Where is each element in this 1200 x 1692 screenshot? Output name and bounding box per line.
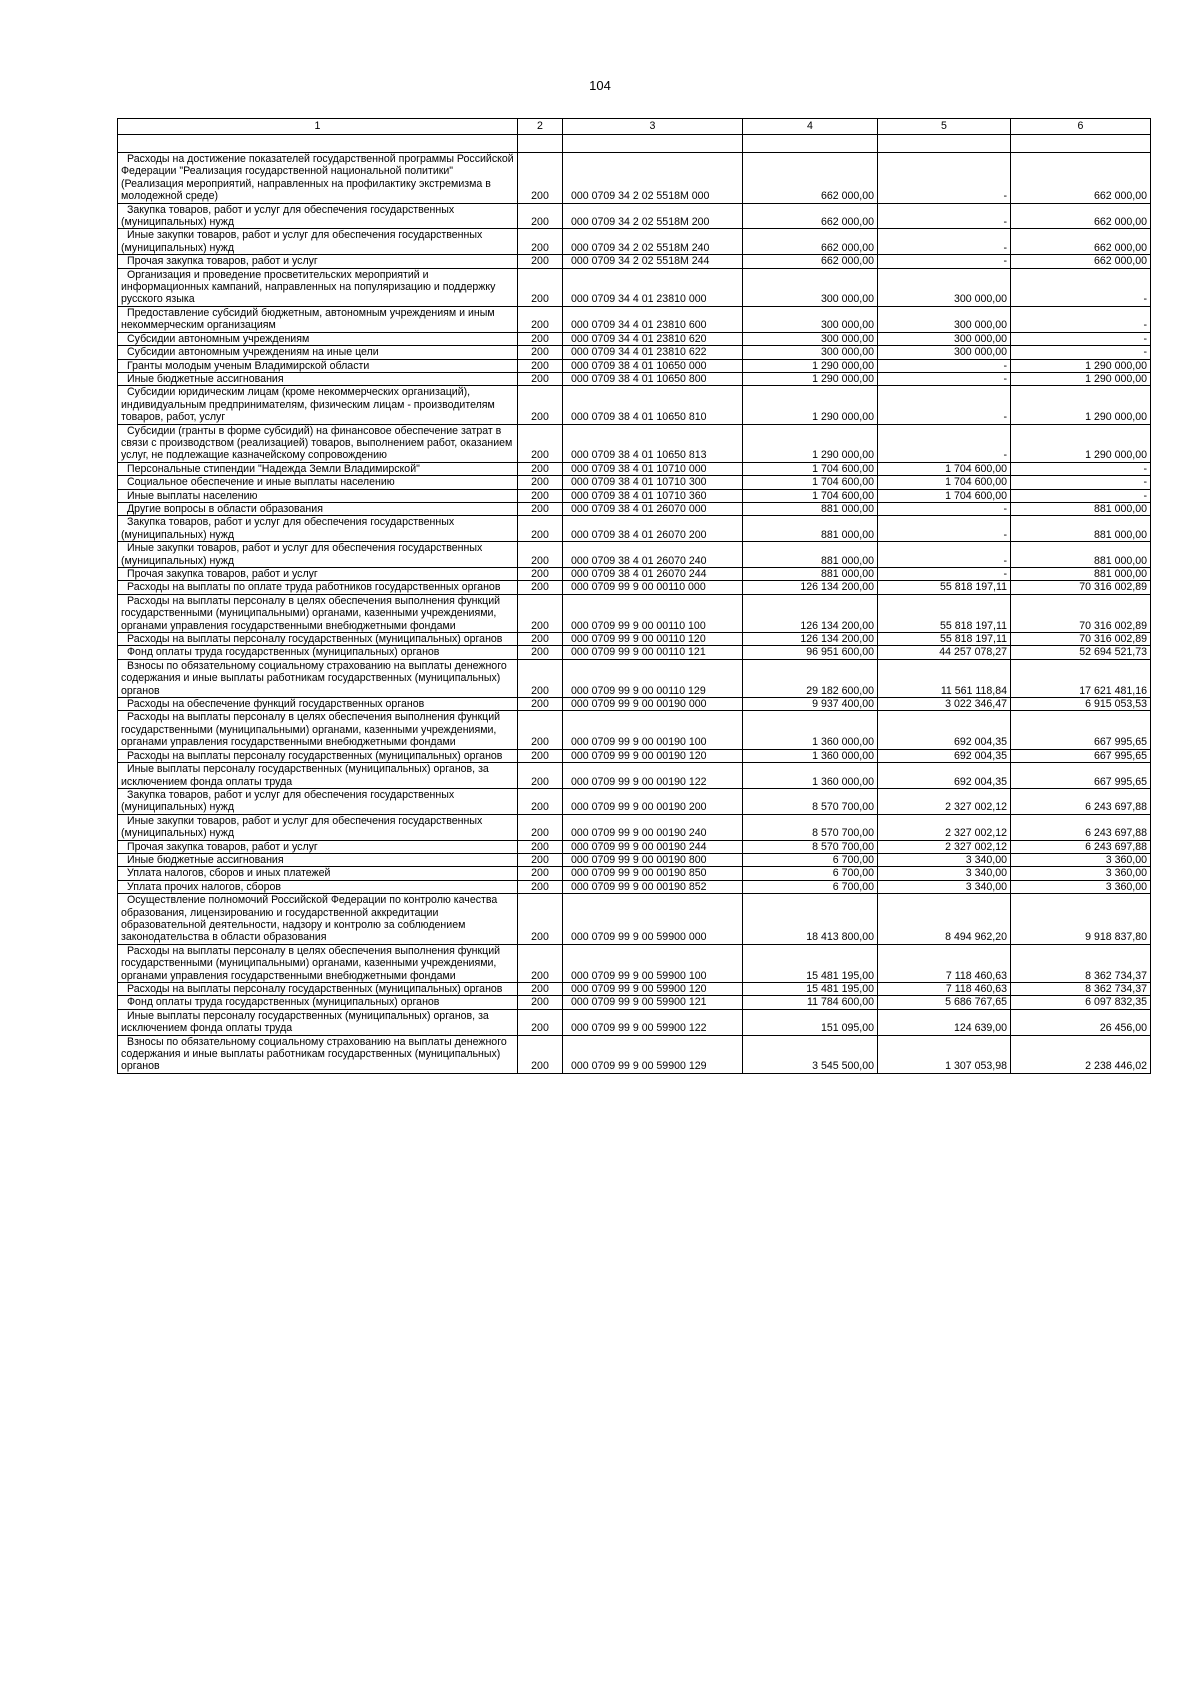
row-executed-cell: 692 004,35 (878, 749, 1011, 762)
row-name-cell: Иные закупки товаров, работ и услуг для обеспечения государственных (муниципальных) нужд (118, 229, 518, 255)
row-executed-cell: 2 327 002,12 (878, 814, 1011, 840)
row-remaining-cell: 881 000,00 (1011, 516, 1151, 542)
column-header: 4 (743, 119, 878, 135)
row-name-cell: Иные выплаты персоналу государственных (муниципальных) органов, за исключением фонда оплаты труда (118, 1009, 518, 1035)
table-row (118, 153, 1151, 204)
row-name-cell: Закупка товаров, работ и услуг для обеспечения государственных (муниципальных) нужд (118, 516, 518, 542)
row-name-cell: Расходы на достижение показателей государственной программы Российской Федерации "Реализация государственной национальной политики" (Реализация мероприятий, направленных на профилактику экстремизма в молодежной среде) (118, 153, 518, 204)
row-csr-cell: 000 0709 99 9 00 59900 122 (563, 1009, 743, 1035)
row-name-cell: Расходы на выплаты персоналу государственных (муниципальных) органов (118, 749, 518, 762)
row-executed-cell: 5 686 767,65 (878, 996, 1011, 1009)
row-name-cell: Предоставление субсидий бюджетным, автономным учреждениям и иным некоммерческим организациям (118, 306, 518, 332)
row-remaining-cell: 2 238 446,02 (1011, 1035, 1151, 1073)
row-approved-cell: 1 360 000,00 (743, 711, 878, 749)
row-name-cell: Иные бюджетные ассигнования (118, 372, 518, 385)
row-executed-cell: - (878, 153, 1011, 204)
row-approved-cell: 8 570 700,00 (743, 840, 878, 853)
row-executed-cell: 300 000,00 (878, 332, 1011, 345)
row-executed-cell: 300 000,00 (878, 306, 1011, 332)
row-csr-cell: 000 0709 99 9 00 00190 100 (563, 711, 743, 749)
row-csr-cell: 000 0709 99 9 00 00190 244 (563, 840, 743, 853)
row-executed-cell: 1 307 053,98 (878, 1035, 1011, 1073)
row-approved-cell: 15 481 195,00 (743, 944, 878, 982)
row-approved-cell: 18 413 800,00 (743, 894, 878, 945)
row-remaining-cell: 6 243 697,88 (1011, 788, 1151, 814)
row-code-cell: 200 (518, 867, 563, 880)
table-row (118, 489, 1151, 502)
row-csr-cell: 000 0709 99 9 00 00190 852 (563, 880, 743, 893)
row-csr-cell: 000 0709 99 9 00 59900 121 (563, 996, 743, 1009)
row-code-cell: 200 (518, 424, 563, 462)
row-name-cell: Фонд оплаты труда государственных (муниципальных) органов (118, 646, 518, 659)
row-remaining-cell: 662 000,00 (1011, 229, 1151, 255)
row-code-cell: 200 (518, 581, 563, 594)
row-remaining-cell: 881 000,00 (1011, 502, 1151, 515)
row-code-cell: 200 (518, 788, 563, 814)
row-name-cell: Расходы на выплаты персоналу в целях обеспечения выполнения функций государственными (муниципальными) органами, казенными учреждениями, органами управления государственными внебюджетными фондами (118, 711, 518, 749)
row-name-cell: Субсидии юридическим лицам (кроме некоммерческих организаций), индивидуальным предпринимателям, физическим лицам - производителям товаров, работ, услуг (118, 386, 518, 424)
row-remaining-cell: 3 360,00 (1011, 853, 1151, 866)
row-remaining-cell: 6 915 053,53 (1011, 698, 1151, 711)
row-code-cell: 200 (518, 594, 563, 632)
row-executed-cell: - (878, 359, 1011, 372)
row-csr-cell: 000 0709 38 4 01 10710 000 (563, 462, 743, 475)
row-csr-cell: 000 0709 34 2 02 5518M 200 (563, 203, 743, 229)
row-code-cell: 200 (518, 462, 563, 475)
row-csr-cell: 000 0709 99 9 00 00110 100 (563, 594, 743, 632)
row-approved-cell: 662 000,00 (743, 255, 878, 268)
row-csr-cell: 000 0709 99 9 00 59900 000 (563, 894, 743, 945)
column-header: 5 (878, 119, 1011, 135)
table-row (118, 306, 1151, 332)
row-approved-cell: 1 290 000,00 (743, 372, 878, 385)
table-row (118, 698, 1151, 711)
row-csr-cell: 000 0709 34 2 02 5518M 244 (563, 255, 743, 268)
row-remaining-cell: 881 000,00 (1011, 542, 1151, 568)
budget-table (117, 118, 1150, 1074)
row-remaining-cell: 26 456,00 (1011, 1009, 1151, 1035)
row-remaining-cell: 1 290 000,00 (1011, 386, 1151, 424)
row-executed-cell: 2 327 002,12 (878, 788, 1011, 814)
table-row (118, 633, 1151, 646)
row-csr-cell: 000 0709 38 4 01 26070 244 (563, 568, 743, 581)
row-csr-cell: 000 0709 38 4 01 10650 800 (563, 372, 743, 385)
row-approved-cell: 1 290 000,00 (743, 386, 878, 424)
table-row (118, 516, 1151, 542)
table-row (118, 880, 1151, 893)
row-approved-cell: 96 951 600,00 (743, 646, 878, 659)
row-name-cell: Иные закупки товаров, работ и услуг для обеспечения государственных (муниципальных) нужд (118, 814, 518, 840)
row-csr-cell: 000 0709 38 4 01 10650 810 (563, 386, 743, 424)
row-name-cell: Субсидии автономным учреждениям (118, 332, 518, 345)
row-name-cell: Субсидии (гранты в форме субсидий) на финансовое обеспечение затрат в связи с производством (реализацией) товаров, выполнением работ, оказанием услуг, не подлежащие казначейскому сопровождению (118, 424, 518, 462)
row-executed-cell: 55 818 197,11 (878, 633, 1011, 646)
row-remaining-cell: 8 362 734,37 (1011, 944, 1151, 982)
row-approved-cell: 881 000,00 (743, 568, 878, 581)
row-remaining-cell: 662 000,00 (1011, 203, 1151, 229)
row-executed-cell: - (878, 255, 1011, 268)
table-row (118, 763, 1151, 789)
row-name-cell: Организация и проведение просветительских мероприятий и информационных кампаний, направленных на популяризацию и поддержку русского языка (118, 268, 518, 306)
row-executed-cell: 1 704 600,00 (878, 489, 1011, 502)
table-row (118, 1009, 1151, 1035)
row-executed-cell: - (878, 229, 1011, 255)
row-approved-cell: 881 000,00 (743, 516, 878, 542)
row-csr-cell: 000 0709 99 9 00 00110 121 (563, 646, 743, 659)
row-executed-cell: 3 340,00 (878, 853, 1011, 866)
table-row (118, 568, 1151, 581)
row-executed-cell: 692 004,35 (878, 763, 1011, 789)
row-executed-cell: 1 704 600,00 (878, 462, 1011, 475)
row-approved-cell: 126 134 200,00 (743, 594, 878, 632)
row-code-cell: 200 (518, 476, 563, 489)
row-code-cell: 200 (518, 1009, 563, 1035)
row-executed-cell: 55 818 197,11 (878, 581, 1011, 594)
row-executed-cell: 8 494 962,20 (878, 894, 1011, 945)
row-name-cell: Прочая закупка товаров, работ и услуг (118, 840, 518, 853)
row-csr-cell: 000 0709 34 4 01 23810 000 (563, 268, 743, 306)
row-code-cell: 200 (518, 332, 563, 345)
row-name-cell: Персональные стипендии "Надежда Земли Владимирской" (118, 462, 518, 475)
row-code-cell: 200 (518, 153, 563, 204)
row-approved-cell: 662 000,00 (743, 203, 878, 229)
row-remaining-cell: 6 243 697,88 (1011, 840, 1151, 853)
table-row (118, 346, 1151, 359)
row-code-cell: 200 (518, 659, 563, 697)
row-csr-cell: 000 0709 99 9 00 59900 120 (563, 983, 743, 996)
row-remaining-cell: 70 316 002,89 (1011, 594, 1151, 632)
row-csr-cell: 000 0709 34 2 02 5518M 000 (563, 153, 743, 204)
row-remaining-cell: 667 995,65 (1011, 711, 1151, 749)
row-executed-cell: - (878, 568, 1011, 581)
row-remaining-cell: - (1011, 346, 1151, 359)
row-csr-cell: 000 0709 99 9 00 00190 850 (563, 867, 743, 880)
table-row (118, 424, 1151, 462)
row-code-cell: 200 (518, 568, 563, 581)
row-remaining-cell: 1 290 000,00 (1011, 372, 1151, 385)
row-executed-cell: - (878, 372, 1011, 385)
row-code-cell: 200 (518, 502, 563, 515)
row-remaining-cell: 881 000,00 (1011, 568, 1151, 581)
table-row (118, 372, 1151, 385)
row-approved-cell: 662 000,00 (743, 229, 878, 255)
table-row (118, 894, 1151, 945)
row-name-cell: Расходы на выплаты персоналу государственных (муниципальных) органов (118, 633, 518, 646)
row-csr-cell: 000 0709 38 4 01 10710 300 (563, 476, 743, 489)
row-remaining-cell: - (1011, 268, 1151, 306)
row-code-cell: 200 (518, 359, 563, 372)
table-row (118, 594, 1151, 632)
table-row (118, 462, 1151, 475)
row-approved-cell: 1 290 000,00 (743, 359, 878, 372)
table-row (118, 1035, 1151, 1073)
row-approved-cell: 300 000,00 (743, 346, 878, 359)
row-code-cell: 200 (518, 763, 563, 789)
row-approved-cell: 1 360 000,00 (743, 763, 878, 789)
row-executed-cell: 7 118 460,63 (878, 944, 1011, 982)
row-code-cell: 200 (518, 268, 563, 306)
row-name-cell: Расходы на выплаты персоналу государственных (муниципальных) органов (118, 983, 518, 996)
row-name-cell: Расходы на выплаты персоналу в целях обеспечения выполнения функций государственными (муниципальными) органами, казенными учреждениями, органами управления государственными внебюджетными фондами (118, 944, 518, 982)
row-csr-cell: 000 0709 38 4 01 26070 000 (563, 502, 743, 515)
row-name-cell: Социальное обеспечение и иные выплаты населению (118, 476, 518, 489)
row-remaining-cell: 1 290 000,00 (1011, 359, 1151, 372)
row-approved-cell: 9 937 400,00 (743, 698, 878, 711)
row-name-cell: Фонд оплаты труда государственных (муниципальных) органов (118, 996, 518, 1009)
table-row (118, 203, 1151, 229)
row-remaining-cell: 6 243 697,88 (1011, 814, 1151, 840)
row-approved-cell: 1 704 600,00 (743, 489, 878, 502)
table-row (118, 996, 1151, 1009)
row-name-cell: Иные бюджетные ассигнования (118, 853, 518, 866)
row-code-cell: 200 (518, 255, 563, 268)
row-remaining-cell: - (1011, 462, 1151, 475)
table-row (118, 476, 1151, 489)
row-name-cell: Прочая закупка товаров, работ и услуг (118, 568, 518, 581)
row-csr-cell: 000 0709 34 4 01 23810 622 (563, 346, 743, 359)
row-approved-cell: 6 700,00 (743, 880, 878, 893)
row-code-cell: 200 (518, 386, 563, 424)
table-row (118, 359, 1151, 372)
row-name-cell: Уплата прочих налогов, сборов (118, 880, 518, 893)
row-csr-cell: 000 0709 34 4 01 23810 620 (563, 332, 743, 345)
row-code-cell: 200 (518, 894, 563, 945)
row-code-cell: 200 (518, 1035, 563, 1073)
row-executed-cell: - (878, 502, 1011, 515)
row-remaining-cell: 70 316 002,89 (1011, 581, 1151, 594)
row-remaining-cell: 3 360,00 (1011, 867, 1151, 880)
row-name-cell: Другие вопросы в области образования (118, 502, 518, 515)
row-remaining-cell: - (1011, 332, 1151, 345)
row-csr-cell: 000 0709 38 4 01 10650 813 (563, 424, 743, 462)
row-name-cell: Закупка товаров, работ и услуг для обеспечения государственных (муниципальных) нужд (118, 203, 518, 229)
row-csr-cell: 000 0709 99 9 00 59900 100 (563, 944, 743, 982)
row-remaining-cell: 667 995,65 (1011, 763, 1151, 789)
table-row (118, 229, 1151, 255)
table-row (118, 944, 1151, 982)
table-row (118, 502, 1151, 515)
row-approved-cell: 1 704 600,00 (743, 462, 878, 475)
row-approved-cell: 300 000,00 (743, 332, 878, 345)
row-code-cell: 200 (518, 489, 563, 502)
row-executed-cell: 300 000,00 (878, 268, 1011, 306)
page-number: 104 (589, 78, 611, 93)
row-approved-cell: 662 000,00 (743, 153, 878, 204)
table-row (118, 255, 1151, 268)
row-csr-cell: 000 0709 38 4 01 10710 360 (563, 489, 743, 502)
row-approved-cell: 300 000,00 (743, 268, 878, 306)
row-csr-cell: 000 0709 38 4 01 26070 200 (563, 516, 743, 542)
row-executed-cell: 3 340,00 (878, 880, 1011, 893)
row-executed-cell: 692 004,35 (878, 711, 1011, 749)
row-csr-cell: 000 0709 99 9 00 59900 129 (563, 1035, 743, 1073)
column-header: 3 (563, 119, 743, 135)
row-approved-cell: 6 700,00 (743, 867, 878, 880)
row-approved-cell: 881 000,00 (743, 502, 878, 515)
row-approved-cell: 126 134 200,00 (743, 581, 878, 594)
row-code-cell: 200 (518, 983, 563, 996)
table-row (118, 268, 1151, 306)
row-csr-cell: 000 0709 38 4 01 26070 240 (563, 542, 743, 568)
row-name-cell: Расходы на выплаты по оплате труда работников государственных органов (118, 581, 518, 594)
row-approved-cell: 300 000,00 (743, 306, 878, 332)
row-remaining-cell: 8 362 734,37 (1011, 983, 1151, 996)
row-code-cell: 200 (518, 698, 563, 711)
row-code-cell: 200 (518, 516, 563, 542)
row-approved-cell: 1 704 600,00 (743, 476, 878, 489)
table-row (118, 581, 1151, 594)
row-name-cell: Расходы на обеспечение функций государственных органов (118, 698, 518, 711)
row-executed-cell: 55 818 197,11 (878, 594, 1011, 632)
column-header: 1 (118, 119, 518, 135)
row-executed-cell: 2 327 002,12 (878, 840, 1011, 853)
spacer-row (118, 135, 1151, 153)
row-remaining-cell: 17 621 481,16 (1011, 659, 1151, 697)
row-csr-cell: 000 0709 34 4 01 23810 600 (563, 306, 743, 332)
row-csr-cell: 000 0709 99 9 00 00190 122 (563, 763, 743, 789)
row-executed-cell: 300 000,00 (878, 346, 1011, 359)
row-remaining-cell: 662 000,00 (1011, 255, 1151, 268)
row-approved-cell: 6 700,00 (743, 853, 878, 866)
table-row (118, 386, 1151, 424)
row-approved-cell: 29 182 600,00 (743, 659, 878, 697)
row-code-cell: 200 (518, 944, 563, 982)
table-row (118, 788, 1151, 814)
row-csr-cell: 000 0709 99 9 00 00190 800 (563, 853, 743, 866)
row-executed-cell: 11 561 118,84 (878, 659, 1011, 697)
row-remaining-cell: 52 694 521,73 (1011, 646, 1151, 659)
row-remaining-cell: 1 290 000,00 (1011, 424, 1151, 462)
column-header: 2 (518, 119, 563, 135)
table-row (118, 853, 1151, 866)
row-approved-cell: 1 290 000,00 (743, 424, 878, 462)
row-csr-cell: 000 0709 99 9 00 00190 120 (563, 749, 743, 762)
row-remaining-cell: - (1011, 476, 1151, 489)
row-code-cell: 200 (518, 346, 563, 359)
row-remaining-cell: - (1011, 489, 1151, 502)
column-header: 6 (1011, 119, 1151, 135)
row-code-cell: 200 (518, 372, 563, 385)
row-code-cell: 200 (518, 633, 563, 646)
row-code-cell: 200 (518, 840, 563, 853)
row-approved-cell: 8 570 700,00 (743, 814, 878, 840)
row-approved-cell: 11 784 600,00 (743, 996, 878, 1009)
row-code-cell: 200 (518, 711, 563, 749)
row-approved-cell: 8 570 700,00 (743, 788, 878, 814)
row-csr-cell: 000 0709 34 2 02 5518M 240 (563, 229, 743, 255)
row-code-cell: 200 (518, 996, 563, 1009)
row-remaining-cell: 667 995,65 (1011, 749, 1151, 762)
row-executed-cell: 7 118 460,63 (878, 983, 1011, 996)
row-approved-cell: 881 000,00 (743, 542, 878, 568)
table-row (118, 867, 1151, 880)
row-remaining-cell: - (1011, 306, 1151, 332)
table-row (118, 749, 1151, 762)
row-name-cell: Иные выплаты персоналу государственных (муниципальных) органов, за исключением фонда оплаты труда (118, 763, 518, 789)
row-executed-cell: - (878, 516, 1011, 542)
row-csr-cell: 000 0709 99 9 00 00190 000 (563, 698, 743, 711)
row-code-cell: 200 (518, 814, 563, 840)
row-remaining-cell: 3 360,00 (1011, 880, 1151, 893)
row-name-cell: Расходы на выплаты персоналу в целях обеспечения выполнения функций государственными (муниципальными) органами, казенными учреждениями, органами управления государственными внебюджетными фондами (118, 594, 518, 632)
row-name-cell: Взносы по обязательному социальному страхованию на выплаты денежного содержания и иные выплаты работникам государственных (муниципальных) органов (118, 1035, 518, 1073)
row-executed-cell: 44 257 078,27 (878, 646, 1011, 659)
row-code-cell: 200 (518, 229, 563, 255)
row-csr-cell: 000 0709 99 9 00 00110 120 (563, 633, 743, 646)
row-remaining-cell: 9 918 837,80 (1011, 894, 1151, 945)
row-csr-cell: 000 0709 99 9 00 00110 000 (563, 581, 743, 594)
row-name-cell: Иные закупки товаров, работ и услуг для обеспечения государственных (муниципальных) нужд (118, 542, 518, 568)
row-approved-cell: 126 134 200,00 (743, 633, 878, 646)
row-remaining-cell: 70 316 002,89 (1011, 633, 1151, 646)
row-csr-cell: 000 0709 38 4 01 10650 000 (563, 359, 743, 372)
row-executed-cell: 124 639,00 (878, 1009, 1011, 1035)
row-executed-cell: 3 340,00 (878, 867, 1011, 880)
row-name-cell: Субсидии автономным учреждениям на иные цели (118, 346, 518, 359)
row-executed-cell: - (878, 386, 1011, 424)
row-executed-cell: - (878, 424, 1011, 462)
table-row (118, 542, 1151, 568)
row-csr-cell: 000 0709 99 9 00 00190 200 (563, 788, 743, 814)
row-code-cell: 200 (518, 646, 563, 659)
row-code-cell: 200 (518, 306, 563, 332)
row-code-cell: 200 (518, 880, 563, 893)
row-executed-cell: 3 022 346,47 (878, 698, 1011, 711)
row-code-cell: 200 (518, 542, 563, 568)
row-name-cell: Иные выплаты населению (118, 489, 518, 502)
row-name-cell: Взносы по обязательному социальному страхованию на выплаты денежного содержания и иные выплаты работникам государственных (муниципальных) органов (118, 659, 518, 697)
table-row (118, 646, 1151, 659)
row-name-cell: Осуществление полномочий Российской Федерации по контролю качества образования, лицензированию и государственной аккредитации образовательной деятельности, надзору и контролю за соблюдением законодательства в области образования (118, 894, 518, 945)
row-csr-cell: 000 0709 99 9 00 00110 129 (563, 659, 743, 697)
row-code-cell: 200 (518, 853, 563, 866)
table-row (118, 840, 1151, 853)
row-executed-cell: - (878, 542, 1011, 568)
row-approved-cell: 15 481 195,00 (743, 983, 878, 996)
table-row (118, 711, 1151, 749)
row-executed-cell: - (878, 203, 1011, 229)
row-remaining-cell: 6 097 832,35 (1011, 996, 1151, 1009)
row-code-cell: 200 (518, 203, 563, 229)
row-approved-cell: 151 095,00 (743, 1009, 878, 1035)
row-name-cell: Уплата налогов, сборов и иных платежей (118, 867, 518, 880)
row-code-cell: 200 (518, 749, 563, 762)
table-row (118, 659, 1151, 697)
table-row (118, 332, 1151, 345)
row-executed-cell: 1 704 600,00 (878, 476, 1011, 489)
row-approved-cell: 1 360 000,00 (743, 749, 878, 762)
table-row (118, 814, 1151, 840)
row-name-cell: Гранты молодым ученым Владимирской области (118, 359, 518, 372)
row-csr-cell: 000 0709 99 9 00 00190 240 (563, 814, 743, 840)
row-remaining-cell: 662 000,00 (1011, 153, 1151, 204)
table-row (118, 983, 1151, 996)
row-name-cell: Прочая закупка товаров, работ и услуг (118, 255, 518, 268)
row-name-cell: Закупка товаров, работ и услуг для обеспечения государственных (муниципальных) нужд (118, 788, 518, 814)
column-number-row (118, 119, 1151, 135)
row-approved-cell: 3 545 500,00 (743, 1035, 878, 1073)
